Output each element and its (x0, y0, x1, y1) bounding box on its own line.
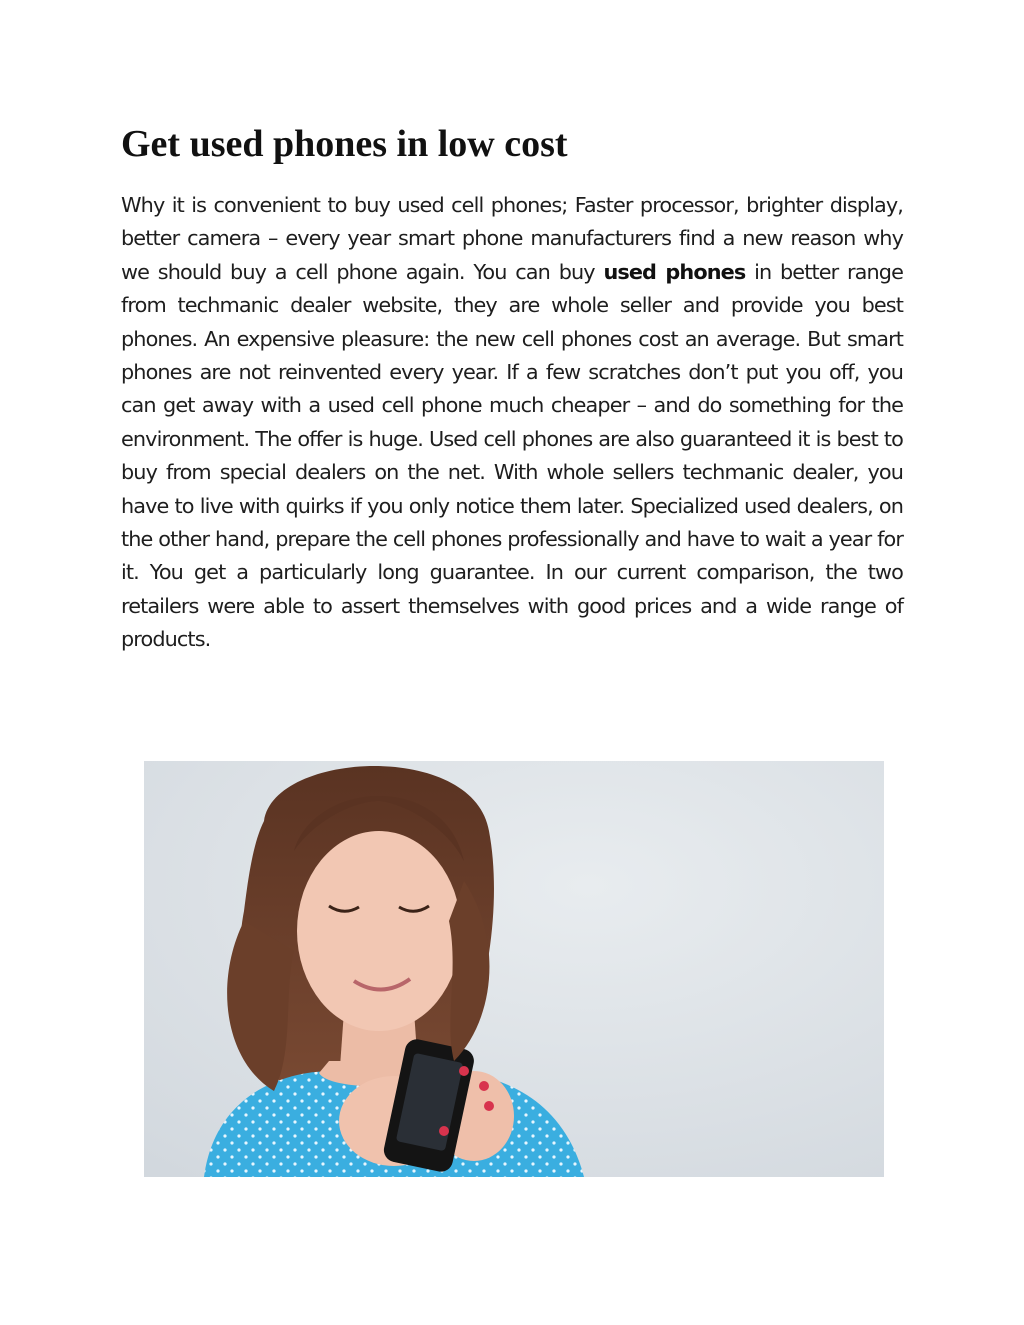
face-shape (297, 831, 461, 1031)
photo-illustration (144, 761, 884, 1177)
nail-3 (484, 1101, 494, 1111)
nail-4 (439, 1126, 449, 1136)
article-paragraph (121, 189, 903, 657)
nail-2 (479, 1081, 489, 1091)
used-phones-link[interactable]: used phones (603, 259, 746, 284)
woman-with-phone-photo (144, 761, 884, 1177)
page-title: Get used phones in low cost (121, 123, 568, 165)
paragraph-text-start: Why it is convenient to buy used cell phones; Faster processor, brighter display, better camera – every year smart phone manufacturers find a new reason why we should buy a cell phone again. You can buy (121, 193, 903, 284)
nail-1 (459, 1066, 469, 1076)
paragraph-text-end: in better range from techmanic dealer website, they are whole seller and provide you best phones. An expensive pleasure: the new cell phones cost an average. But smart phones are not reinvented every year. If a few scratches don’t put you off, you can get away with a used cell phone much cheaper – and do something for the environment. The offer is huge. Used cell phones are also guaranteed it is best to buy from special dealers on the net. With whole sellers techmanic dealer, you have to live with quirks if you only notice them later. Specialized used dealers, on the other hand, prepare the cell phones professionally and have to wait a year for it. You get a particularly long guarantee. In our current comparison, the two retailers were able to assert themselves with good prices and a wide range of products. (121, 259, 903, 652)
